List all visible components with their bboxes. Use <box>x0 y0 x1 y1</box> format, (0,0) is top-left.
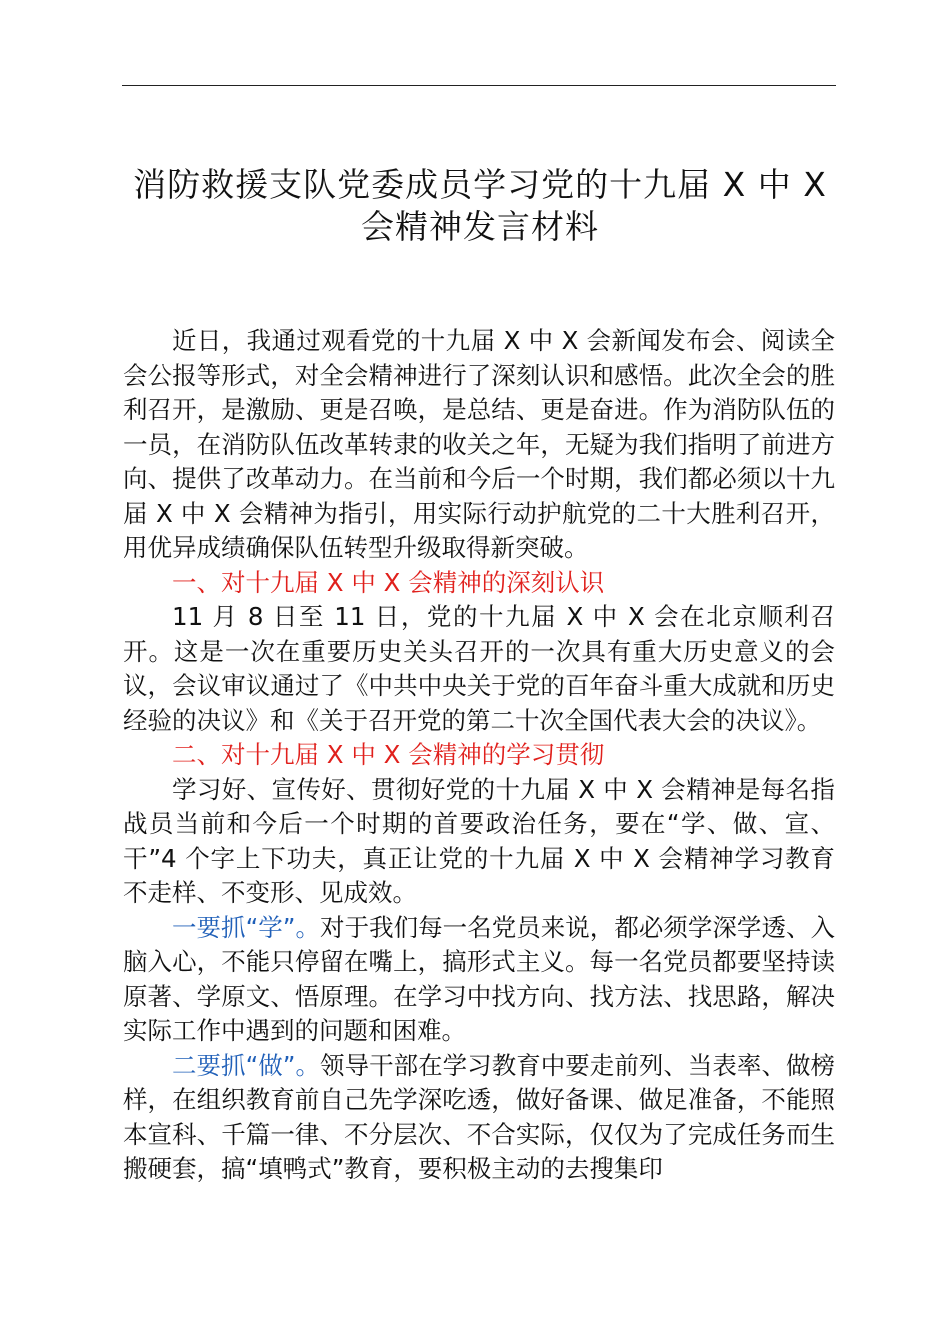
paragraph-intro: 近日，我通过观看党的十九届 X 中 X 会新闻发布会、阅读全会公报等形式，对全会精神进行了深刻认识和感悟。此次全会的胜利召开，是激励、更是召唤，是总结、更是奋进。作为消防队伍的一员，在消防队伍改革转隶的收关之年，无疑为我们指明了前进方向、提供了改革动力。在当前和今后一个时期，我们都必须以十九届 X 中 X 会精神为指引，用实际行动护航党的二十大胜利召开，用优异成绩确保队伍转型升级取得新突破。 <box>123 326 835 562</box>
point-2-text: 领导干部在学习教育中要走前列、当表率、做榜样，在组织教育前自己先学深吃透，做好备课、做足准备，不能照本宣科、千篇一律、不分层次、不合实际，仅仅为了完成任务而生搬硬套，搞“填鸭式”教育，要积极主动的去搜集印 <box>123 1050 835 1183</box>
paragraph-section-2: 学习好、宣传好、贯彻好党的十九届 X 中 X 会精神是每名指战员当前和今后一个时期的首要政治任务，要在“学、做、宣、干”4 个字上下功夫，真正让党的十九届 X 中 X 会精神学习教育不走样、不变形、见成效。 <box>123 774 835 907</box>
document-title-line-1: 消防救援支队党委成员学习党的十九届 X 中 X <box>133 165 827 204</box>
paragraph-point-1 <box>123 911 835 1049</box>
paragraph-point-2 <box>123 1049 835 1187</box>
point-1-lead: 一要抓“学”。 <box>172 912 321 942</box>
document-title-line-2: 会精神发言材料 <box>361 207 599 246</box>
point-2-lead: 二要抓“做”。 <box>172 1050 321 1080</box>
paragraph-section-1: 11 月 8 日至 11 日，党的十九届 X 中 X 会在北京顺利召开。这是一次在重要历史关头召开的一次具有重大历史意义的会议，会议审议通过了《中共中央关于党的百年奋斗重大成就和历史经验的决议》和《关于召开党的第二十次全国代表大会的决议》。 <box>123 602 835 735</box>
point-1-text: 对于我们每一名党员来说，都必须学深学透、入脑入心，不能只停留在嘴上，搞形式主义。每一名党员都要坚持读原著、学原文、悟原理。在学习中找方向、找方法、找思路，解决实际工作中遇到的问题和困难。 <box>123 912 835 1045</box>
header-rule <box>122 85 836 86</box>
section-heading-2: 二、对十九届 X 中 X 会精神的学习贯彻 <box>172 740 605 769</box>
document-body <box>123 324 835 1187</box>
section-heading-1: 一、对十九届 X 中 X 会精神的深刻认识 <box>172 567 605 597</box>
